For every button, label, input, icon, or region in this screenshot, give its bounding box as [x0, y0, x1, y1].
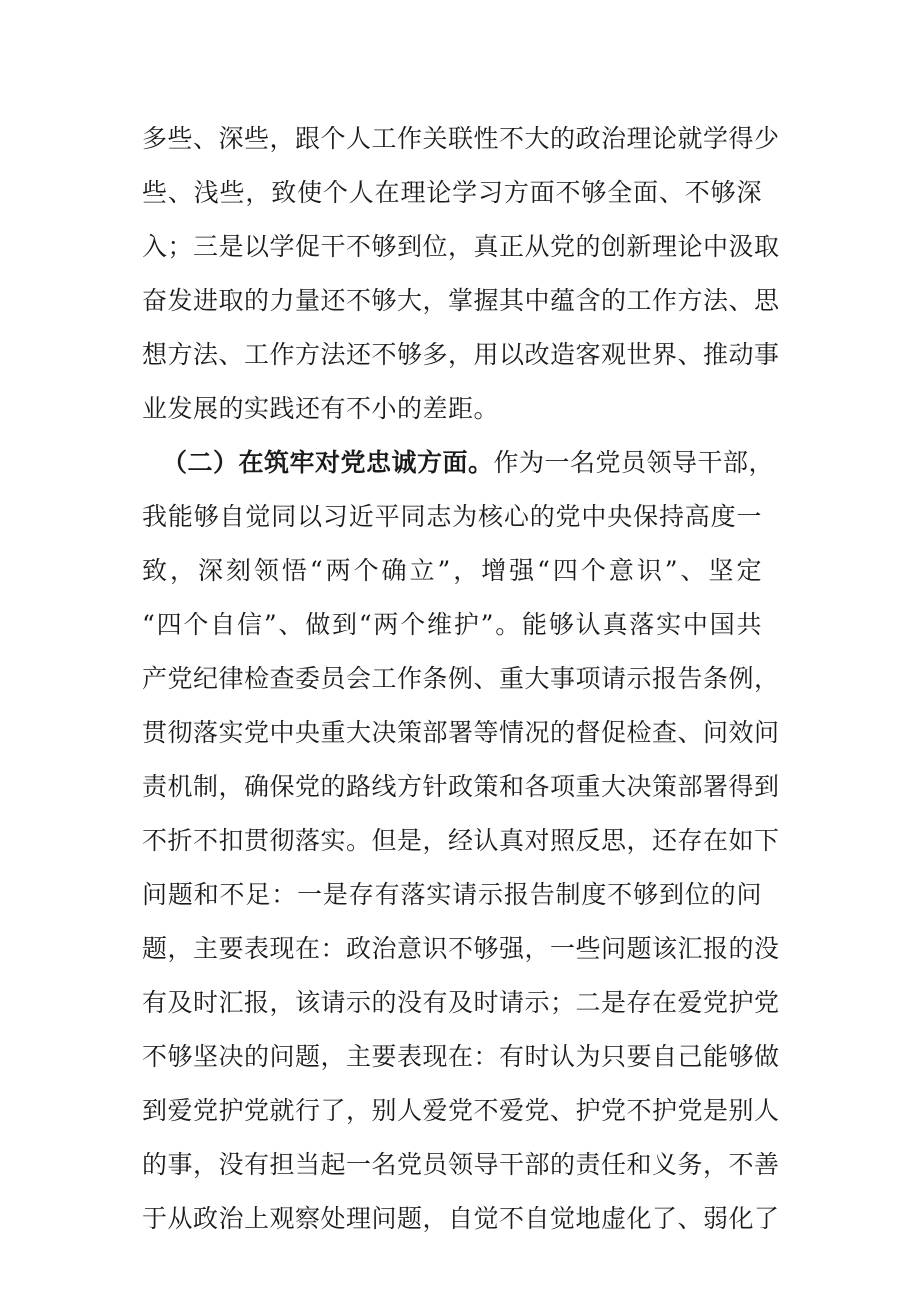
- text-line: 于从政治上观察处理问题，自觉不自觉地虚化了、弱化了: [142, 1204, 780, 1233]
- text-line: 题，主要表现在：政治意识不够强，一些问题该汇报的没: [142, 934, 780, 963]
- document-body: [142, 112, 780, 1246]
- text-line: 想方法、工作方法还不够多，用以改造客观世界、推动事: [142, 340, 780, 369]
- text-line: 些、浅些，致使个人在理论学习方面不够全面、不够深: [142, 178, 762, 207]
- text-line: 奋发进取的力量还不够大，掌握其中蕴含的工作方法、思: [142, 286, 780, 315]
- text-line: 多些、深些，跟个人工作关联性不大的政治理论就学得少: [142, 124, 780, 153]
- text-line: “四个自信”、做到“两个维护”。能够认真落实中国共: [142, 610, 762, 639]
- text-line: 责机制，确保党的路线方针政策和各项重大决策部署得到: [142, 772, 780, 801]
- text-line: 业发展的实践还有不小的差距。: [142, 394, 500, 423]
- section-heading: （二）在筑牢对党忠诚方面。: [162, 448, 494, 477]
- text-line: 的事，没有担当起一名党员领导干部的责任和义务，不善: [142, 1150, 780, 1179]
- text-line: 到爱党护党就行了，别人爱党不爱党、护党不护党是别人: [142, 1096, 780, 1125]
- text-line: 产党纪律检查委员会工作条例、重大事项请示报告条例，: [142, 664, 780, 693]
- text-line: 有及时汇报，该请示的没有及时请示；二是存在爱党护党: [142, 988, 780, 1017]
- text-line: 贯彻落实党中央重大决策部署等情况的督促检查、问效问: [142, 718, 780, 747]
- text-line: 不折不扣贯彻落实。但是，经认真对照反思，还存在如下: [142, 826, 780, 855]
- section-heading-line: [142, 436, 775, 490]
- text-line: 问题和不足：一是存有落实请示报告制度不够到位的问: [142, 880, 762, 909]
- text-line: 致，深刻领悟“两个确立”，增强“四个意识”、坚定: [142, 556, 762, 585]
- text-line: 不够坚决的问题，主要表现在：有时认为只要自己能够做: [142, 1042, 780, 1071]
- text-line: 我能够自觉同以习近平同志为核心的党中央保持高度一: [142, 502, 762, 531]
- text-line: 入；三是以学促干不够到位，真正从党的创新理论中汲取: [142, 232, 780, 261]
- section-heading-rest: 作为一名党员领导干部，: [493, 448, 775, 477]
